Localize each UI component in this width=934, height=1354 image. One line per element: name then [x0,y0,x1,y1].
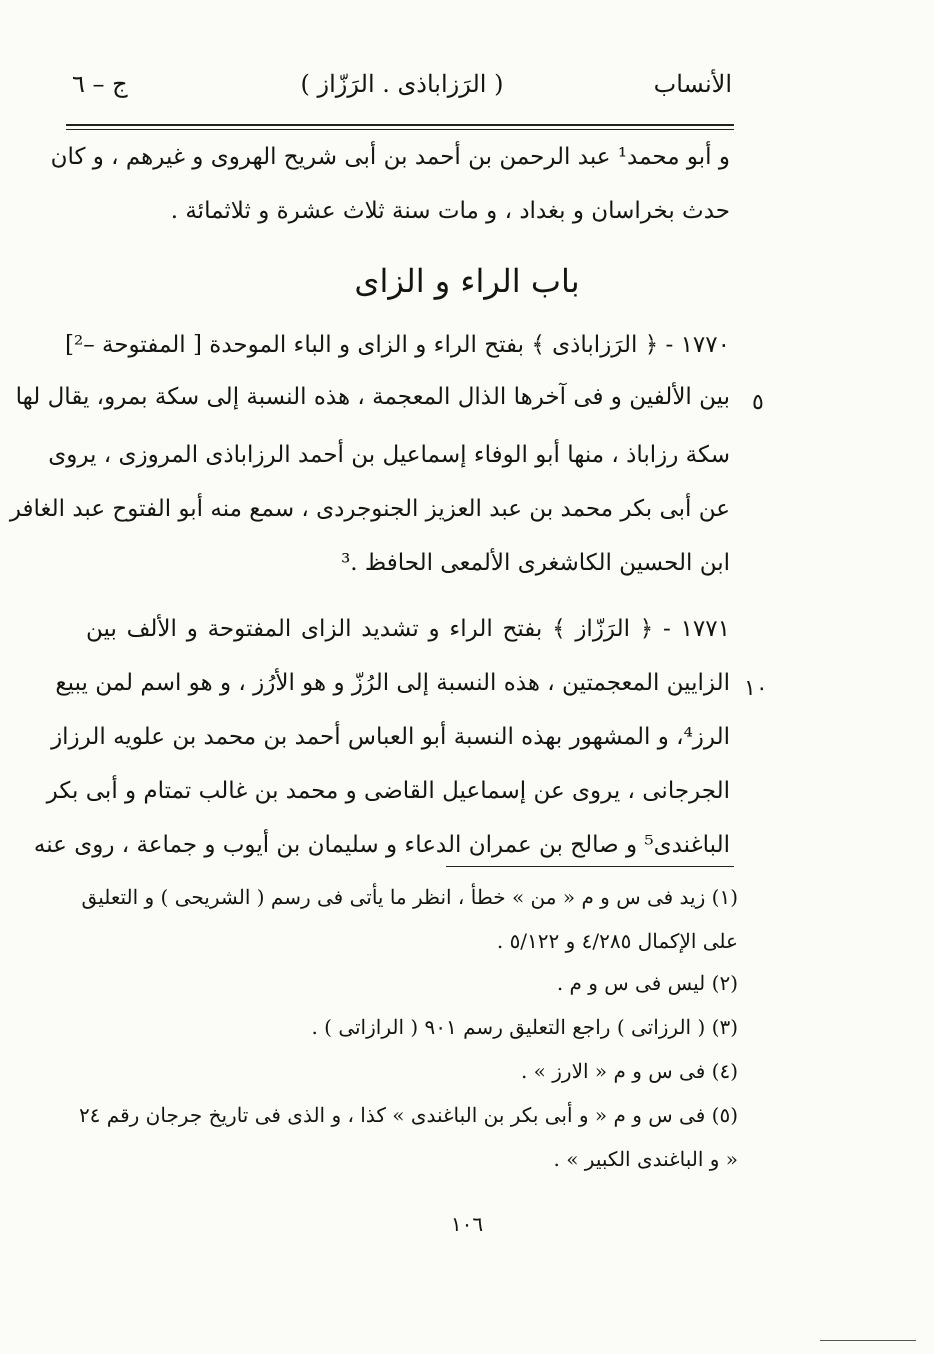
footnote: (٢) ليس فى س و م . [556,971,738,995]
volume-number: ج – ٦ [72,70,128,98]
page-number: ١٠٦ [450,1212,484,1236]
scan-edge-mark [820,1340,916,1341]
entry-1771-start: ١٧٧١ - ﴿ الرَزّاز ﴾ بفتح الراء و تشديد الزاى المفتوحة و الألف بين [86,616,730,642]
text-line: عن أبى بكر محمد بن عبد العزيز الجنوجردى ، سمع منه أبو الفتوح عبد الغافر [9,496,730,522]
text-line: الرز⁴، و المشهور بهذه النسبة أبو العباس أحمد بن محمد بن علويه الرزاز [51,724,730,750]
text-line: ابن الحسين الكاشغرى الألمعى الحافظ .³ [341,550,730,576]
text-line: الزايين المعجمتين ، هذه النسبة إلى الرُزّ و هو الأرُز ، و هو اسم لمن يبيع [55,670,730,696]
footnote: « و الباغندى الكبير » . [553,1147,738,1171]
text-line: الجرجانى ، يروى عن إسماعيل القاضى و محمد بن غالب تمتام و أبى بكر [46,778,730,804]
header-rule [66,124,734,126]
text-line: الباغندى⁵ و صالح بن عمران الدعاء و سليمان بن أيوب و جماعة ، روى عنه [33,832,730,858]
footnote: على الإكمال ٤/٢٨٥ و ٥/١٢٢ . [496,929,738,953]
text-line: و أبو محمد¹ عبد الرحمن بن أحمد بن أبى شريح الهروى و غيرهم ، و كان [50,144,730,170]
footnote-rule [446,866,734,867]
footnote: (٣) ( الرزاتى ) راجع التعليق رسم ٩٠١ ( الرازاتى ) . [311,1015,738,1039]
header-rule-thin [66,129,734,130]
footnote: (٤) فى س و م « الارز » . [520,1059,738,1083]
footnote: (٥) فى س و م « و أبى بكر بن الباغندى » كذا ، و الذى فى تاريخ جرجان رقم ٢٤ [78,1103,738,1127]
entry-1770-start: ١٧٧٠ - ﴿ الرَزاباذى ﴾ بفتح الراء و الزاى و الباء الموحدة [ المفتوحة –²] [64,332,730,358]
text-line: حدث بخراسان و بغداد ، و مات سنة ثلاث عشرة و ثلاثمائة . [170,198,730,224]
running-header [72,66,732,110]
footnote: (١) زيد فى س و م « من » خطأ ، انظر ما يأتى فى رسم ( الشريحى ) و التعليق [81,885,738,909]
margin-line-number: ٥ [752,390,764,415]
running-head: ( الرَزاباذى . الرَزّاز ) [300,70,504,98]
text-line: بين الألفين و فى آخرها الذال المعجمة ، هذه النسبة إلى سكة بمرو، يقال لها [15,384,730,410]
margin-line-number: ١٠ [744,676,768,701]
book-title: الأنساب [653,70,732,98]
text-line: سكة رزاباذ ، منها أبو الوفاء إسماعيل بن أحمد الرزاباذى المروزى ، يروى [48,442,730,468]
section-heading: باب الراء و الزاى [354,262,580,300]
